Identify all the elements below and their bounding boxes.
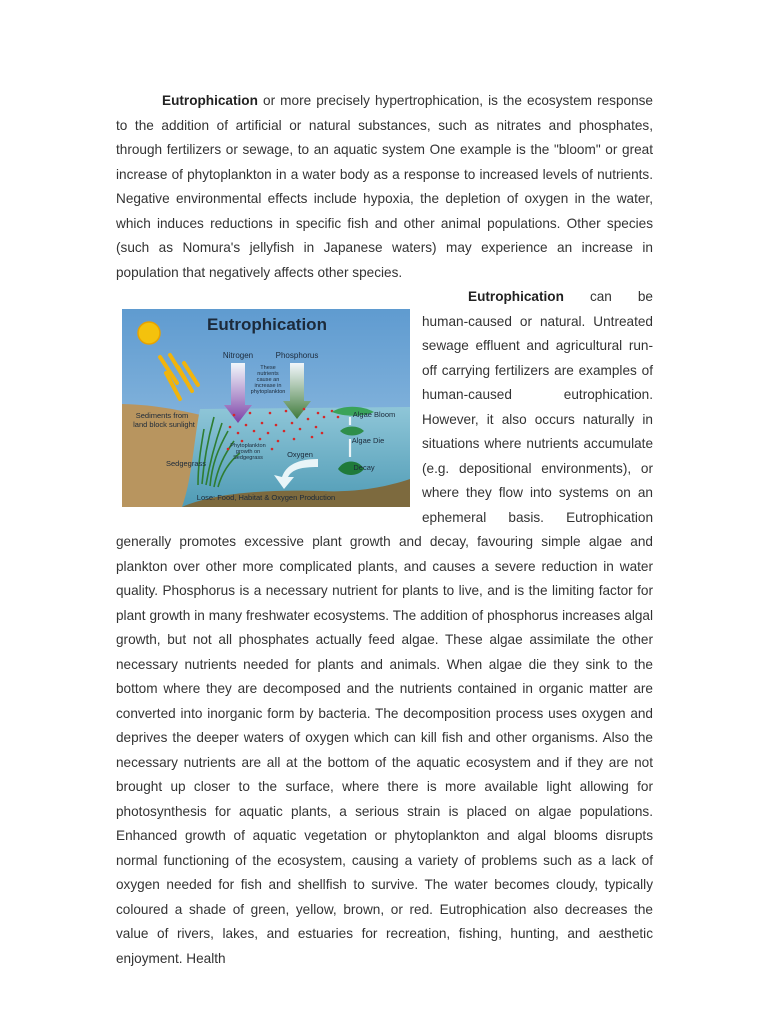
eutrophication-diagram xyxy=(122,309,410,507)
diagram-svg xyxy=(122,309,410,507)
nutrients-note-line: cause an xyxy=(256,377,280,383)
decay-label: Decay xyxy=(353,463,375,472)
phytoplankton-note-line: Sedgegrass xyxy=(233,455,263,461)
nitrogen-label: Nitrogen xyxy=(222,351,254,360)
sediments-label-line-1: Sediments from xyxy=(135,411,189,420)
nutrients-note-line: phytoplankton xyxy=(250,389,286,395)
sun-icon xyxy=(138,322,160,344)
paragraph-1 xyxy=(116,89,653,285)
phytoplankton-note-line: growth on xyxy=(235,449,261,455)
paragraph-1-term: Eutrophication xyxy=(162,93,258,108)
diagram-title: Eutrophication xyxy=(207,315,327,334)
paragraph-2-text: can be human-caused or natural. Untreated sewage effluent and agricultural run-off carrying fertilizers are examples of human-caused eutrophication. However, it also occurs naturally in situations where nutrients accumulate (e.g. depositional environments), or where they flow into systems on an ephemeral basis. Eutrophication generally promotes excessive plant growth and decay, favouring simple algae and plankton over other more complicated plants, and causes a severe reduction in water quality. Phosphorus is a necessary nutrient for plants to live, and is the limiting factor for plant growth in many freshwater ecosystems. The addition of phosphorus increases algal growth, but not all phosphates actually feed algae. These algae assimilate the other necessary nutrients needed for plants and animals. When algae die they sink to the bottom where they are decomposed and the nutrients contained in organic matter are converted into inorganic form by bacteria. The decomposition process uses oxygen and deprives the deeper waters of oxygen which can kill fish and other organisms. Also the necessary nutrients are all at the bottom of the aquatic ecosystem and if they are not brought up closer to the surface, where there is more available light allowing for photosynthesis for aquatic plants, a serious strain is placed on algae populations. Enhanced growth of aquatic vegetation or phytoplankton and algal blooms disrupts normal functioning of the ecosystem, causing a variety of problems such as a lack of oxygen needed for fish and shellfish to survive. The water becomes cloudy, typically coloured a shade of green, yellow, brown, or red. Eutrophication also decreases the value of rivers, lakes, and estuaries for recreation, fishing, hunting, and aesthetic enjoyment. Health xyxy=(116,289,653,966)
paragraph-2-term: Eutrophication xyxy=(468,289,564,304)
algae-die-label: Algae Die xyxy=(351,436,385,445)
nutrients-note-line: increase in xyxy=(254,383,282,389)
sedgegrass-label: Sedgegrass xyxy=(165,459,207,468)
phosphorus-label: Phosphorus xyxy=(275,351,319,360)
nutrients-note-line: nutrients xyxy=(257,371,279,377)
sediments-label-line-2: land block sunlight xyxy=(133,420,195,429)
paragraph-1-text: or more precisely hypertrophication, is the ecosystem response to the addition of artificial or natural substances, such as nitrates and phosphates, through fertilizers or sewage, to an aquatic system One example is the "bloom" or great increase of phytoplankton in a water body as a response to increased levels of nutrients. Negative environmental effects include hypoxia, the depletion of oxygen in the water, which induces reductions in specific fish and other animal populations. Other species (such as Nomura's jellyfish in Japanese waters) may experience an increase in population that negatively affects other species. xyxy=(116,93,653,280)
article-body xyxy=(116,89,653,971)
loss-caption: Lose: Food, Habitat & Oxygen Production xyxy=(196,493,336,502)
phytoplankton-note-line: Phytoplankton xyxy=(230,443,266,449)
algae-bloom-label: Algae Bloom xyxy=(352,410,396,419)
oxygen-label: Oxygen xyxy=(287,450,313,459)
nutrients-note-line: These xyxy=(260,365,276,371)
